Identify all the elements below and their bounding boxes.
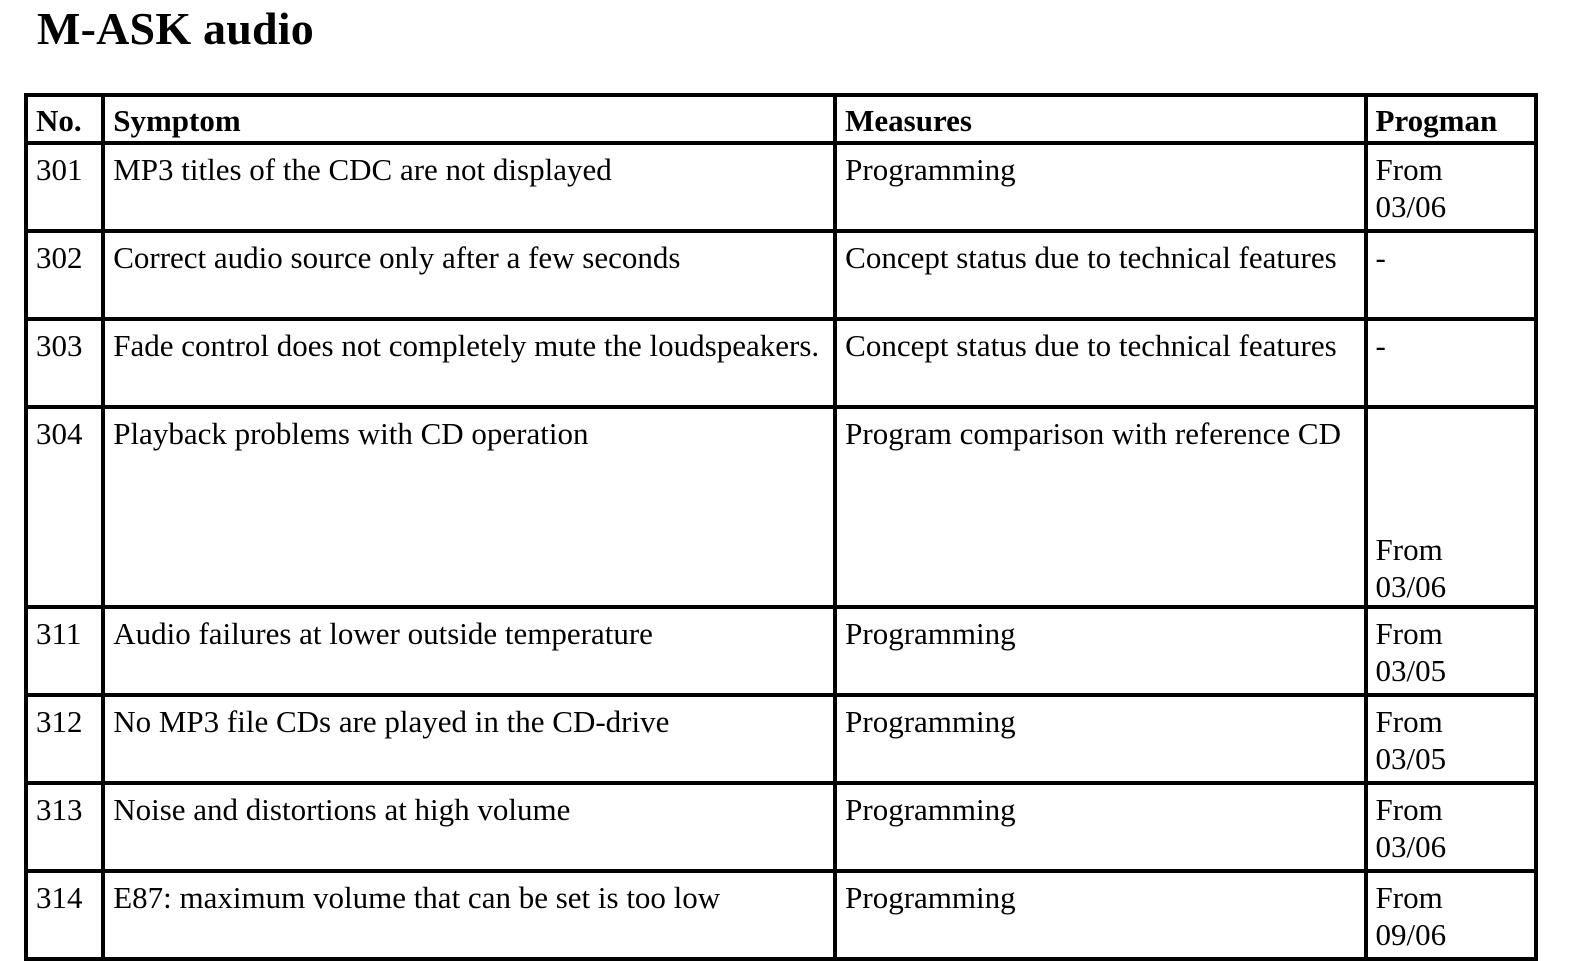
cell-measures: Programming [835, 143, 1365, 231]
cell-progman [1366, 783, 1536, 871]
progman-line-1: From [1375, 880, 1443, 915]
cell-symptom: Correct audio source only after a few seconds [103, 231, 835, 319]
cell-measures: Concept status due to technical features [835, 231, 1365, 319]
cell-progman [1366, 231, 1536, 319]
cell-progman [1366, 407, 1536, 607]
header-no: No. [26, 95, 103, 143]
header-measures: Measures [835, 95, 1365, 143]
progman-line-2: 03/06 [1375, 189, 1447, 224]
progman-line-1: From [1375, 532, 1443, 567]
cell-measures: Programming [835, 871, 1365, 959]
cell-no: 301 [26, 143, 103, 231]
cell-no: 312 [26, 695, 103, 783]
header-symptom: Symptom [103, 95, 835, 143]
cell-no: 304 [26, 407, 103, 607]
table-row [26, 407, 1536, 607]
cell-symptom: E87: maximum volume that can be set is too low [103, 871, 835, 959]
cell-symptom: Audio failures at lower outside temperature [103, 607, 835, 695]
cell-no: 302 [26, 231, 103, 319]
table-row [26, 607, 1536, 695]
cell-symptom: MP3 titles of the CDC are not displayed [103, 143, 835, 231]
progman-line-1: From [1375, 616, 1443, 651]
cell-no: 311 [26, 607, 103, 695]
progman-line-1: From [1375, 792, 1443, 827]
table-row [26, 871, 1536, 959]
table-header-row [26, 95, 1536, 143]
progman-line-1: From [1375, 152, 1443, 187]
progman-line-2: 03/06 [1375, 829, 1447, 864]
header-progman: Progman [1366, 95, 1536, 143]
progman-line-2: 03/06 [1375, 569, 1447, 604]
cell-progman [1366, 319, 1536, 407]
table-row [26, 143, 1536, 231]
table-row [26, 695, 1536, 783]
cell-progman [1366, 607, 1536, 695]
cell-progman [1366, 871, 1536, 959]
cell-progman [1366, 143, 1536, 231]
cell-measures: Concept status due to technical features [835, 319, 1365, 407]
cell-measures: Programming [835, 695, 1365, 783]
progman-line-1: - [1375, 240, 1386, 275]
cell-symptom: Playback problems with CD operation [103, 407, 835, 607]
progman-line-1: - [1375, 328, 1386, 363]
cell-no: 303 [26, 319, 103, 407]
progman-bottom-aligned [1376, 415, 1526, 605]
progman-line-1: From [1375, 704, 1443, 739]
cell-measures: Programming [835, 783, 1365, 871]
cell-no: 313 [26, 783, 103, 871]
table-row [26, 783, 1536, 871]
table-row [26, 319, 1536, 407]
cell-symptom: Fade control does not completely mute the loudspeakers. [103, 319, 835, 407]
symptom-table [24, 93, 1538, 961]
progman-line-2: 03/05 [1375, 653, 1447, 688]
progman-line-2: 03/05 [1375, 741, 1447, 776]
cell-no: 314 [26, 871, 103, 959]
progman-line-2: 09/06 [1375, 917, 1447, 952]
cell-symptom: No MP3 file CDs are played in the CD-drive [103, 695, 835, 783]
cell-symptom: Noise and distortions at high volume [103, 783, 835, 871]
page-title: M-ASK audio [37, 3, 314, 54]
cell-measures: Program comparison with reference CD [835, 407, 1365, 607]
table-row [26, 231, 1536, 319]
cell-measures: Programming [835, 607, 1365, 695]
cell-progman [1366, 695, 1536, 783]
